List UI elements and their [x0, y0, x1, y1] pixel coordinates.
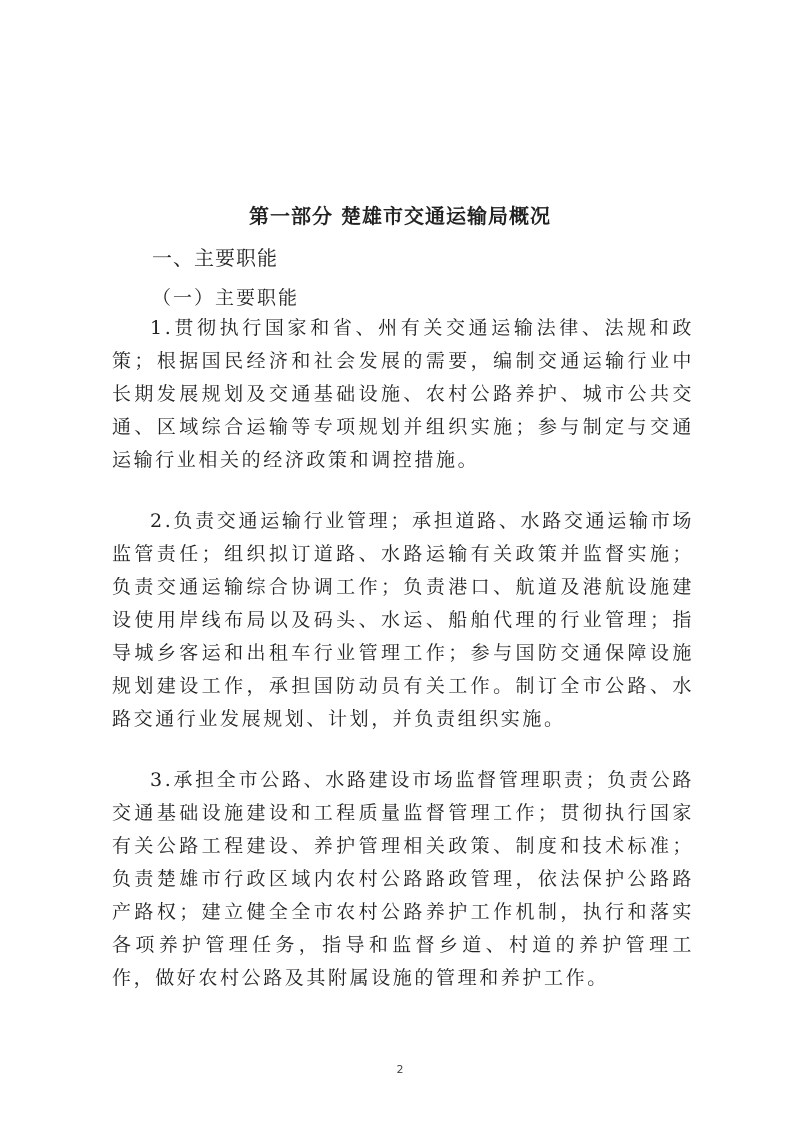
subsection-heading: （一）主要职能: [152, 287, 300, 309]
paragraph-3: 3.承担全市公路、水路建设市场监督管理职责；负责公路交通基础设施建设和工程质量监督管理工作；贯彻执行国家有关公路工程建设、养护管理相关政策、制度和技术标准；负责楚雄市行政区域内农村公路路政管理，依法保护公路路产路权；建立健全全市农村公路养护工作机制，执行和落实各项养护管理任务，指导和监督乡道、村道的养护管理工作，做好农村公路及其附属设施的管理和养护工作。: [112, 769, 694, 989]
section-heading: 一、主要职能: [152, 246, 278, 270]
paragraph-2: 2.负责交通运输行业管理；承担道路、水路交通运输市场监管责任；组织拟订道路、水路运输有关政策并监督实施；负责交通运输综合协调工作；负责港口、航道及港航设施建设使用岸线布局以及码头、水运、船舶代理的行业管理；指导城乡客运和出租车行业管理工作；参与国防交通保障设施规划建设工作，承担国防动员有关工作。制订全市公路、水路交通行业发展规划、计划，并负责组织实施。: [112, 510, 694, 730]
page-number: 2: [396, 1063, 404, 1076]
paragraph-1: 1.贯彻执行国家和省、州有关交通运输法律、法规和政策；根据国民经济和社会发展的需要，编制交通运输行业中长期发展规划及交通基础设施、农村公路养护、城市公共交通、区域综合运输等专项规划并组织实施；参与制定与交通运输行业相关的经济政策和调控措施。: [112, 317, 694, 471]
part-title: 第一部分 楚雄市交通运输局概况: [249, 204, 551, 228]
